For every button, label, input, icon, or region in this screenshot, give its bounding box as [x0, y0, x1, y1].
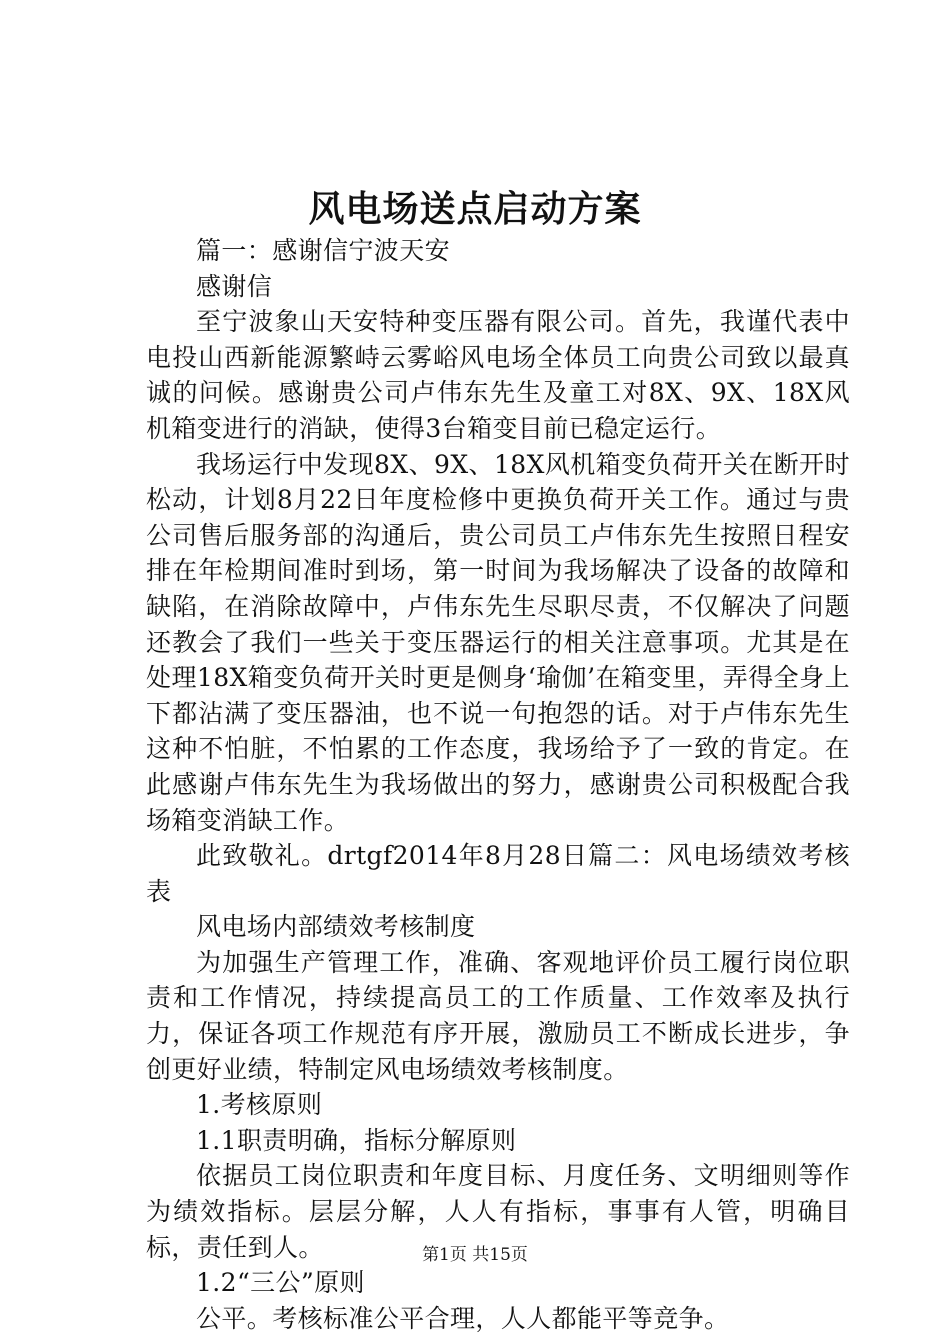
paragraph-section-one-heading: 篇一：感谢信宁波天安: [196, 236, 451, 265]
paragraph-closing: 此致敬礼。drtgf2014年8月28日篇二：风电场绩效考核表: [146, 841, 850, 906]
paragraph-heading-1-2: 1.2“三公”原则: [196, 1268, 365, 1298]
paragraph-fairness: 公平。考核标准公平合理，人人都能平等竞争。: [196, 1303, 730, 1333]
paragraph-principle-1-1: 依据员工岗位职责和年度目标、月度任务、文明细则等作为绩效指标。层层分解，人人有指标，事事有人管，明确目标，责任到人。: [146, 1161, 850, 1262]
paragraph-greeting: 至宁波象山天安特种变压器有限公司。首先，我谨代表中电投山西新能源繁峙云雾峪风电场全体员工向贵公司致以最真诚的问候。感谢贵公司卢伟东先生及童工对8X、9X、18X风机箱变进行的消缺，使得3台箱变目前已稳定运行。: [146, 307, 850, 443]
document-title: 风电场送点启动方案: [308, 188, 642, 230]
paragraph-purpose: 为加强生产管理工作，准确、客观地评价员工履行岗位职责和工作情况，持续提高员工的工作质量、工作效率及执行力，保证各项工作规范有序开展，激励员工不断成长进步，争创更好业绩，特制定风电场绩效考核制度。: [146, 947, 850, 1084]
paragraph-heading-principles: 1.考核原则: [196, 1090, 323, 1120]
page-number-footer: 第1页 共15页: [422, 1245, 528, 1265]
paragraph-heading-1-1: 1.1职责明确，指标分解原则: [196, 1125, 517, 1155]
paragraph-section-two-title: 风电场内部绩效考核制度: [196, 912, 476, 942]
paragraph-letter-title: 感谢信: [196, 271, 273, 301]
paragraph-details: 我场运行中发现8X、9X、18X风机箱变负荷开关在断开时松动，计划8月22日年度检修中更换负荷开关工作。通过与贵公司售后服务部的沟通后，贵公司员工卢伟东先生按照日程安排在年检期间准时到场，第一时间为我场解决了设备的故障和缺陷，在消除故障中，卢伟东先生尽职尽责，不仅解决了问题还教会了我们一些关于变压器运行的相关注意事项。尤其是在处理18X箱变负荷开关时更是侧身‘瑜伽’在箱变里，弄得全身上下都沾满了变压器油，也不说一句抱怨的话。对于卢伟东先生这种不怕脏，不怕累的工作态度，我场给予了一致的肯定。在此感谢卢伟东先生为我场做出的努力，感谢贵公司积极配合我场箱变消缺工作。: [146, 449, 850, 835]
document-body: [146, 233, 850, 1336]
